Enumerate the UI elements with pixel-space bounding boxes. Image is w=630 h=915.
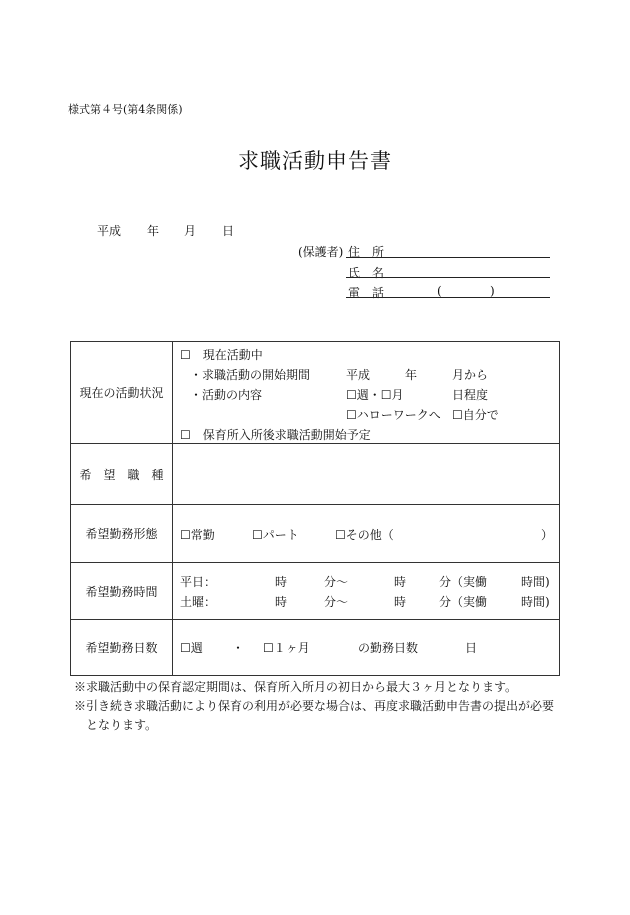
days-separator: ・	[232, 641, 245, 655]
note-2-continued: となります。	[74, 718, 158, 732]
weekday-minute-from: 分～	[324, 575, 349, 589]
phone-open-paren: (	[437, 284, 442, 298]
frequency-checkboxes[interactable]: ☐週・☐月	[346, 388, 404, 402]
option-per-month[interactable]: ☐１ヶ月	[263, 641, 310, 655]
note-1: ※求職活動中の保育認定期間は、保育所入所月の初日から最大３ヶ月となります。	[74, 680, 518, 694]
start-period-label: ・求職活動の開始期間	[190, 368, 311, 382]
hours-label: 希望勤務時間	[71, 563, 173, 620]
start-year: 年	[405, 368, 418, 382]
weekday-label: 平日：	[180, 575, 217, 589]
date-day: 日	[222, 224, 235, 238]
job-type-field[interactable]	[173, 444, 560, 505]
address-field[interactable]	[346, 257, 550, 258]
guardian-label: (保護者)	[298, 245, 344, 259]
start-month: 月から	[452, 368, 489, 382]
saturday-hour-from: 時	[275, 595, 288, 609]
days-row	[71, 620, 560, 676]
option-hellowork[interactable]: ☐ハローワークへ	[346, 408, 441, 422]
job-type-row	[71, 444, 560, 505]
saturday-hours-close: 時間)	[521, 595, 550, 609]
hours-cell	[173, 563, 560, 620]
frequency-suffix: 日程度	[452, 388, 489, 402]
saturday-hour-to: 時	[394, 595, 407, 609]
note-2: ※引き続き求職活動により保育の利用が必要な場合は、再度求職活動申告書の提出が必要	[74, 699, 555, 713]
option-start-after-admission[interactable]: ☐ 保育所入所後求職活動開始予定	[180, 428, 371, 442]
weekday-hour-to: 時	[394, 575, 407, 589]
option-self[interactable]: ☐自分で	[452, 408, 499, 422]
option-fulltime[interactable]: ☐常勤	[180, 528, 215, 542]
option-currently-active[interactable]: ☐ 現在活動中	[180, 348, 263, 362]
name-field[interactable]	[346, 277, 550, 278]
document-title: 求職活動申告書	[238, 149, 392, 173]
saturday-label: 土曜：	[180, 595, 217, 609]
date-month: 月	[184, 224, 197, 238]
activity-label: 現在の活動状況	[71, 342, 173, 444]
activity-row	[71, 342, 560, 444]
days-label: 希望勤務日数	[71, 620, 173, 676]
employment-cell	[173, 505, 560, 563]
weekday-hours-close: 時間)	[521, 575, 550, 589]
phone-field[interactable]	[346, 297, 550, 298]
address-label: 住 所	[348, 245, 385, 259]
saturday-minute-to: 分（実働	[439, 595, 488, 609]
phone-close-paren: )	[490, 284, 495, 298]
name-label: 氏 名	[348, 266, 385, 280]
work-days-label: の勤務日数	[358, 641, 419, 655]
employment-label: 希望勤務形態	[71, 505, 173, 563]
date-era: 平成	[97, 224, 122, 238]
start-era: 平成	[346, 368, 371, 382]
activity-content-label: ・活動の内容	[190, 388, 263, 402]
job-type-label: 希 望 職 種	[71, 444, 173, 505]
other-close-paren: ）	[541, 528, 554, 542]
application-table	[70, 341, 560, 676]
date-year: 年	[147, 224, 160, 238]
option-per-week[interactable]: ☐週	[180, 641, 203, 655]
weekday-minute-to: 分（実働	[439, 575, 488, 589]
days-cell	[173, 620, 560, 676]
option-other[interactable]: ☐その他（	[335, 528, 394, 542]
days-unit: 日	[465, 641, 478, 655]
form-number: 様式第４号(第4条関係)	[68, 103, 183, 116]
weekday-hour-from: 時	[275, 575, 288, 589]
hours-row	[71, 563, 560, 620]
phone-label: 電 話	[348, 286, 385, 300]
saturday-minute-from: 分～	[324, 595, 349, 609]
activity-cell	[173, 342, 560, 444]
option-parttime[interactable]: ☐パート	[252, 528, 299, 542]
employment-row	[71, 505, 560, 563]
